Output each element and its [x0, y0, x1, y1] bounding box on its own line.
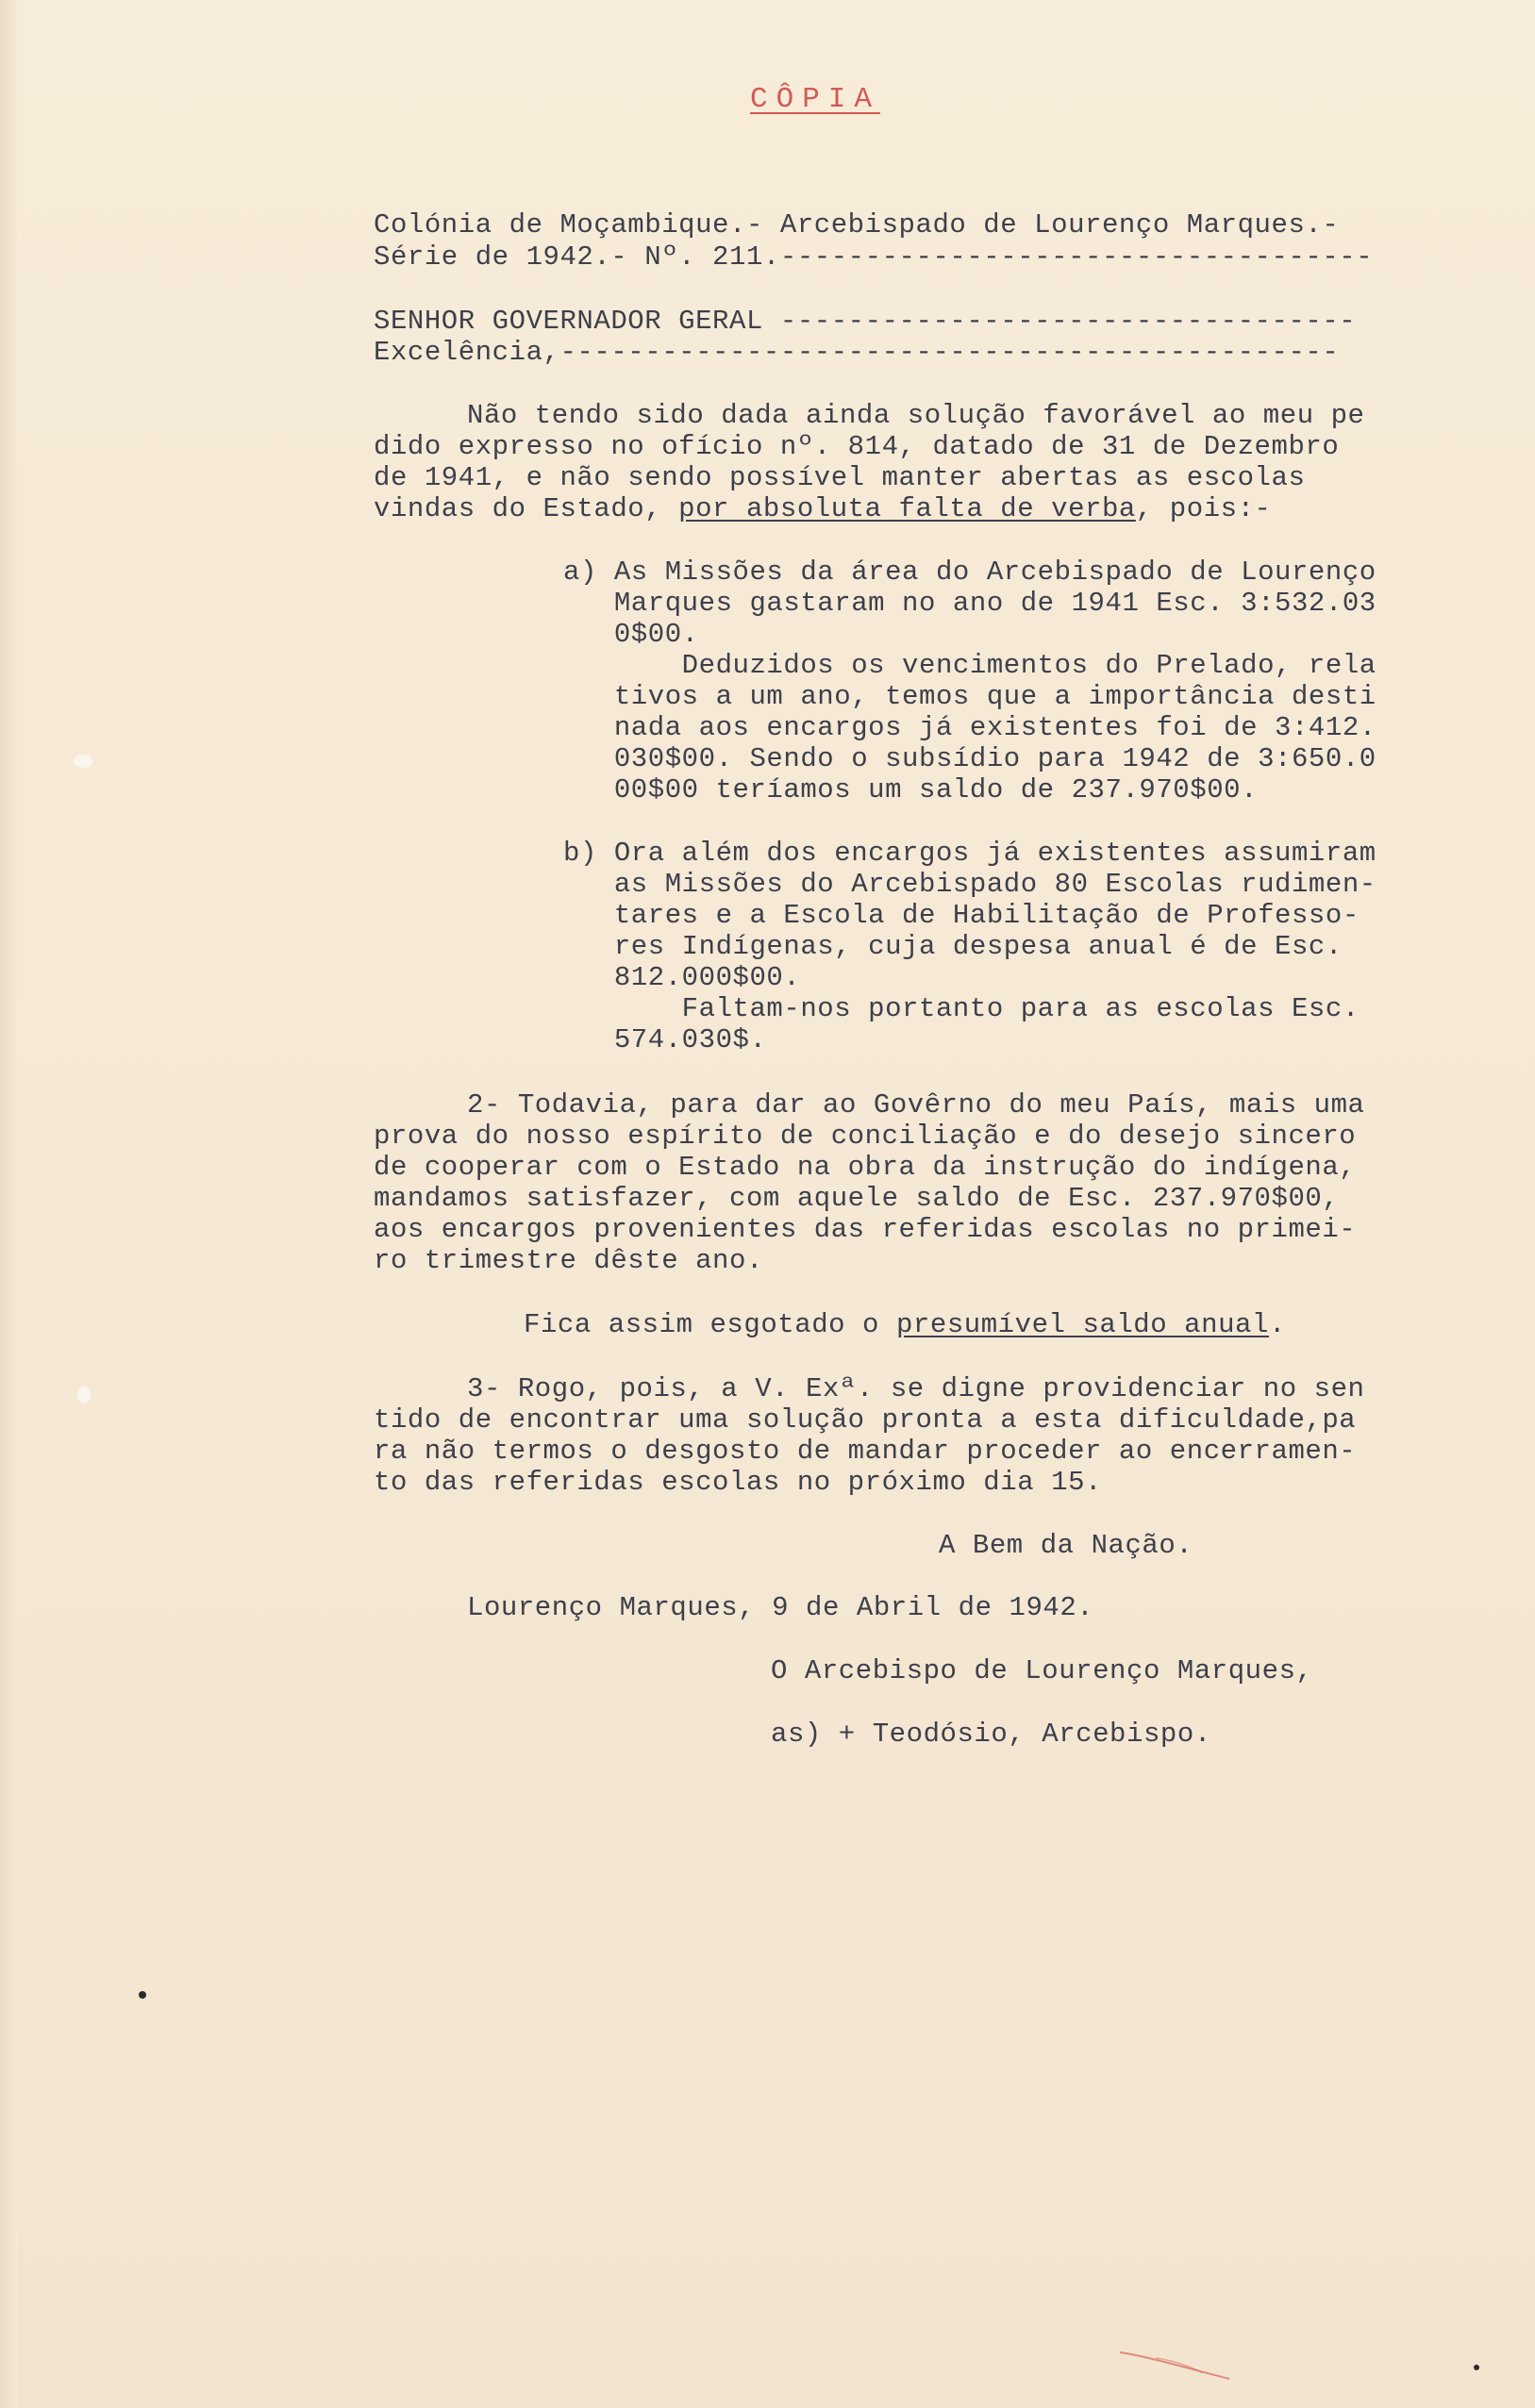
- para2-line-4: mandamos satisfazer, com aquele saldo de Esc. 237.970$00,: [374, 1183, 1340, 1214]
- intro-line-4-end: , pois:-: [1135, 493, 1272, 524]
- place-and-date: Lourenço Marques, 9 de Abril de 1942.: [467, 1592, 1094, 1623]
- para2-line-3: de cooperar com o Estado na obra da instrução do indígena,: [374, 1152, 1357, 1183]
- para3-line-2: tido de encontrar uma solução pronta a esta dificuldade,pa: [374, 1404, 1357, 1436]
- para2-line-2: prova do nosso espírito de conciliação e do desejo sincero: [374, 1121, 1357, 1152]
- paper-blemish: [74, 755, 92, 768]
- intro-line-1: Não tendo sido dada ainda solução favorável ao meu pe: [467, 400, 1365, 431]
- item-a-line-6: nada aos encargos já existentes foi de 3:412.: [563, 712, 1376, 743]
- heading-line-2: Série de 1942.- Nº. 211.-----------------------------------: [374, 241, 1374, 273]
- intro-line-4: [374, 493, 1272, 524]
- intro-underlined-phrase: por absoluta falta de verba: [678, 493, 1136, 524]
- item-a-line-2: Marques gastaram no ano de 1941 Esc. 3:532.03: [563, 588, 1376, 619]
- para3-line-4: to das referidas escolas no próximo dia 15.: [374, 1467, 1102, 1498]
- item-b-line-3: tares e a Escola de Habilitação de Professo-: [563, 900, 1360, 931]
- intro-line-3: de 1941, e não sendo possível manter abertas as escolas: [374, 462, 1306, 493]
- intro-line-4-start: vindas do Estado,: [374, 493, 679, 524]
- item-a-line-4: Deduzidos os vencimentos do Prelado, rela: [563, 650, 1376, 681]
- salutation-line: Excelência,----------------------------------------------: [374, 337, 1340, 368]
- item-b-line-2: as Missões do Arcebispado 80 Escolas rudimen-: [563, 869, 1376, 900]
- intro-line-2: dido expresso no ofício nº. 814, datado de 31 de Dezembro: [374, 431, 1340, 462]
- item-a-line-5: tivos a um ano, temos que a importância desti: [563, 681, 1376, 712]
- document-title: CÔPIA: [750, 83, 881, 116]
- paper-fold-shadow: [0, 0, 17, 2408]
- fica-underlined-phrase: presumível saldo anual: [895, 1309, 1269, 1340]
- item-b-line-1: b) Ora além dos encargos já existentes assumiram: [563, 838, 1376, 869]
- para2-line-6: ro trimestre dêste ano.: [374, 1245, 763, 1276]
- item-a-line-7: 030$00. Sendo o subsídio para 1942 de 3:650.0: [563, 743, 1376, 774]
- red-pencil-mark: [1118, 2347, 1231, 2384]
- paper-blemish: [77, 1387, 91, 1403]
- heading-line-1: Colónia de Moçambique.- Arcebispado de Lourenço Marques.-: [374, 209, 1340, 241]
- item-a-line-3: 0$00.: [563, 619, 699, 650]
- ink-dot: [139, 1991, 146, 1999]
- item-b-line-7: 574.030$.: [563, 1024, 767, 1055]
- fica-start: Fica assim esgotado o: [524, 1309, 896, 1340]
- signatory-title: O Arcebispo de Lourenço Marques,: [771, 1655, 1313, 1686]
- fica-line: [524, 1309, 1286, 1340]
- item-b-line-6: Faltam-nos portanto para as escolas Esc.: [563, 993, 1360, 1024]
- para2-line-5: aos encargos provenientes das referidas escolas no primei-: [374, 1214, 1357, 1245]
- item-b-line-5: 812.000$00.: [563, 962, 801, 993]
- item-a-line-1: a) As Missões da área do Arcebispado de Lourenço: [563, 556, 1376, 588]
- item-b-line-4: res Indígenas, cuja despesa anual é de Esc.: [563, 931, 1343, 962]
- para2-line-1: 2- Todavia, para dar ao Govêrno do meu País, mais uma: [467, 1089, 1365, 1121]
- para3-line-1: 3- Rogo, pois, a V. Exª. se digne providenciar no sen: [467, 1373, 1365, 1404]
- para3-line-3: ra não termos o desgosto de mandar proceder ao encerramen-: [374, 1436, 1357, 1467]
- signature-line: as) + Teodósio, Arcebispo.: [771, 1719, 1211, 1750]
- item-a-line-8: 00$00 teríamos um saldo de 237.970$00.: [563, 774, 1259, 805]
- ink-dot: [1474, 2365, 1479, 2370]
- fica-end: .: [1268, 1309, 1286, 1340]
- closing-salutation: A Bem da Nação.: [939, 1530, 1193, 1561]
- addressee-line: SENHOR GOVERNADOR GERAL ----------------------------------: [374, 306, 1357, 337]
